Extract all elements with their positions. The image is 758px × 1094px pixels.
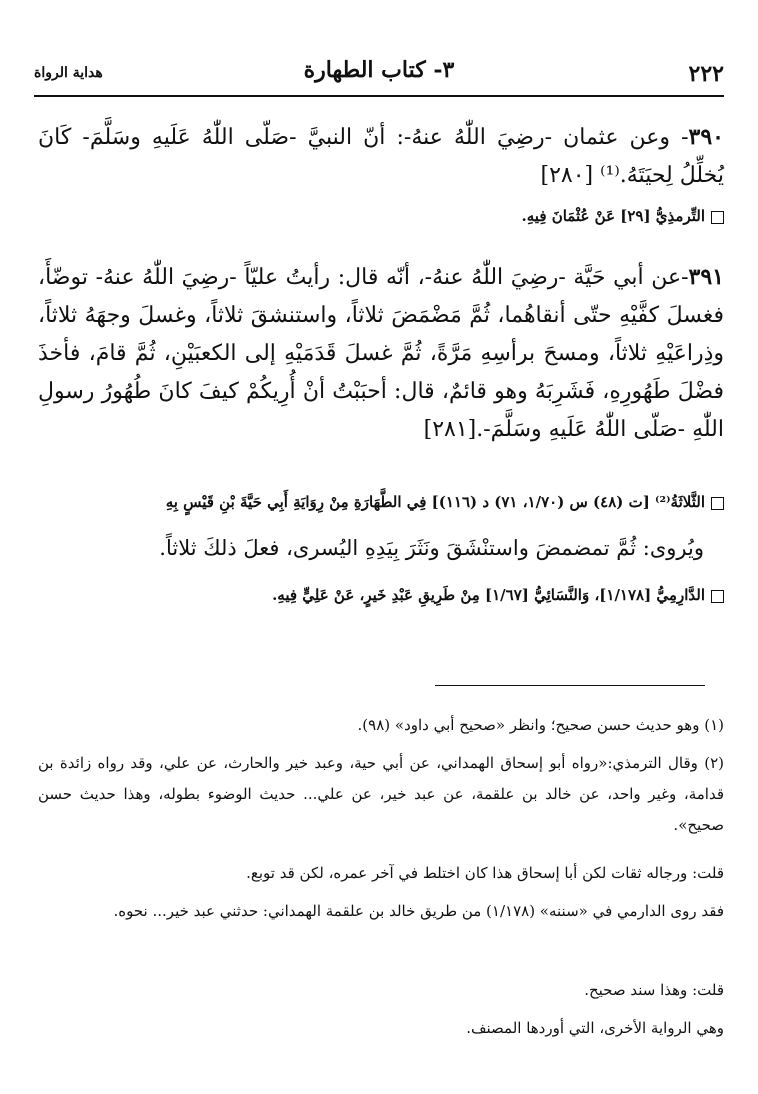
- hadith-text: - وعن عثمان -رضِيَ اللّٰهُ عنهُ-: أنّ النبيَّ -صَلّى اللّٰهُ عَلَيهِ وسَلَّمَ- كَانَ يُخلِّلُ لِحيَتَهُ.⁽¹⁾ [٢٨٠]: [38, 125, 724, 188]
- footnote-2-riwaya: وهي الرواية الأخرى، التي أوردها المصنف.: [466, 1019, 724, 1037]
- chapter-title: ٣- كتاب الطهارة: [303, 57, 455, 83]
- takhrij-391-a: [38, 490, 724, 514]
- hadith-390: [38, 118, 724, 195]
- takhrij-text: الثَّلاثَةُ⁽²⁾ [ت (٤٨) س (١/٧٠، ٧١) د (١١٦)] فِي الطَّهَارَةِ مِنْ رِوَايَةِ أَبِي حَيَّةَ بْنِ قَيْسٍ بِهِ: [165, 493, 705, 511]
- square-bullet-icon: [711, 590, 724, 603]
- square-bullet-icon: [711, 211, 724, 224]
- footnote-2-sanad: قلت: وهذا سند صحيح.: [584, 981, 724, 999]
- square-bullet-icon: [711, 497, 724, 510]
- hadith-text: -عن أبي حَيَّة -رضِيَ اللّٰهُ عنهُ-، أنّه قال: رأيتُ عليّاً -رضِيَ اللّٰهُ عنهُ- توضّأَ، فغسلَ كفَّيْهِ حتّى أنقاهُما، ثُمَّ مَضْمَضَ ثلاثاً، واستنشقَ ثلاثاً، وغسلَ وجهَهُ ثلاثاً، وذِراعَيْهِ ثلاثاً، ومسحَ برأسِهِ مَرَّةً، ثُمَّ غسلَ قَدَمَيْهِ إلى الكعبَيْنِ، ثُمَّ قامَ، فأخذَ فضْلَ طَهُورِهِ، فَشَرِبَهُ وهو قائمٌ، قال: أحبَبْتُ أنْ أُرِيكُمْ كيفَ كانَ طُهُورُ رسولِ اللّٰهِ -صَلّى اللّٰهُ عَلَيهِ وسَلَّمَ-.[٢٨١]: [38, 265, 725, 442]
- footnote-1: (١) وهو حديث حسن صحيح؛ وانظر «صحيح أبي داود» (٩٨).: [357, 716, 724, 734]
- takhrij-text: الدَّارِمِيُّ [١/١٧٨]، وَالنَّسَائِيُّ [١/٦٧] مِنْ طَرِيقِ عَبْدِ خَيرٍ، عَنْ عَلِيٍّ فِيهِ.: [272, 586, 705, 604]
- footnote-divider: [435, 685, 705, 686]
- takhrij-text: التِّرمذِيُّ [٢٩] عَنْ عُثْمَانَ فِيهِ.: [521, 207, 705, 225]
- footnote-2: (٢) وقال الترمذي:«رواه أبو إسحاق الهمداني، عن أبي حية، وعبد خير والحارث، عن علي، وقد رواه زائدة بن قدامة، وغير واحد، عن خالد بن علقمة، عن عبد خير، عن علي... حديث الوضوء بطوله، وهذا حديث حسن صحيح».: [38, 754, 724, 834]
- hadith-number: ٣٩٠: [688, 124, 724, 150]
- takhrij-390: [38, 204, 724, 228]
- alternate-narration: ويُروى: ثُمَّ تمضمضَ واستنْشَقَ ونَثَرَ بِيَدِهِ اليُسرى، فعلَ ذلكَ ثلاثاً.: [159, 536, 704, 560]
- page-number: ٢٢٢: [688, 61, 724, 87]
- page-header: [34, 55, 724, 97]
- hadith-number: ٣٩١: [688, 264, 724, 290]
- hadith-391: [38, 258, 724, 449]
- footnote-2-note: قلت: ورجاله ثقات لكن أبا إسحاق هذا كان اختلط في آخر عمره، لكن قد توبع.: [246, 864, 724, 882]
- book-title: هداية الرواة: [34, 65, 103, 81]
- takhrij-391-b: [38, 583, 724, 607]
- footnote-2-darimi: فقد روى الدارمي في «سننه» (١/١٧٨) من طريق خالد بن علقمة الهمداني: حدثني عبد خير... نحوه.: [113, 902, 724, 920]
